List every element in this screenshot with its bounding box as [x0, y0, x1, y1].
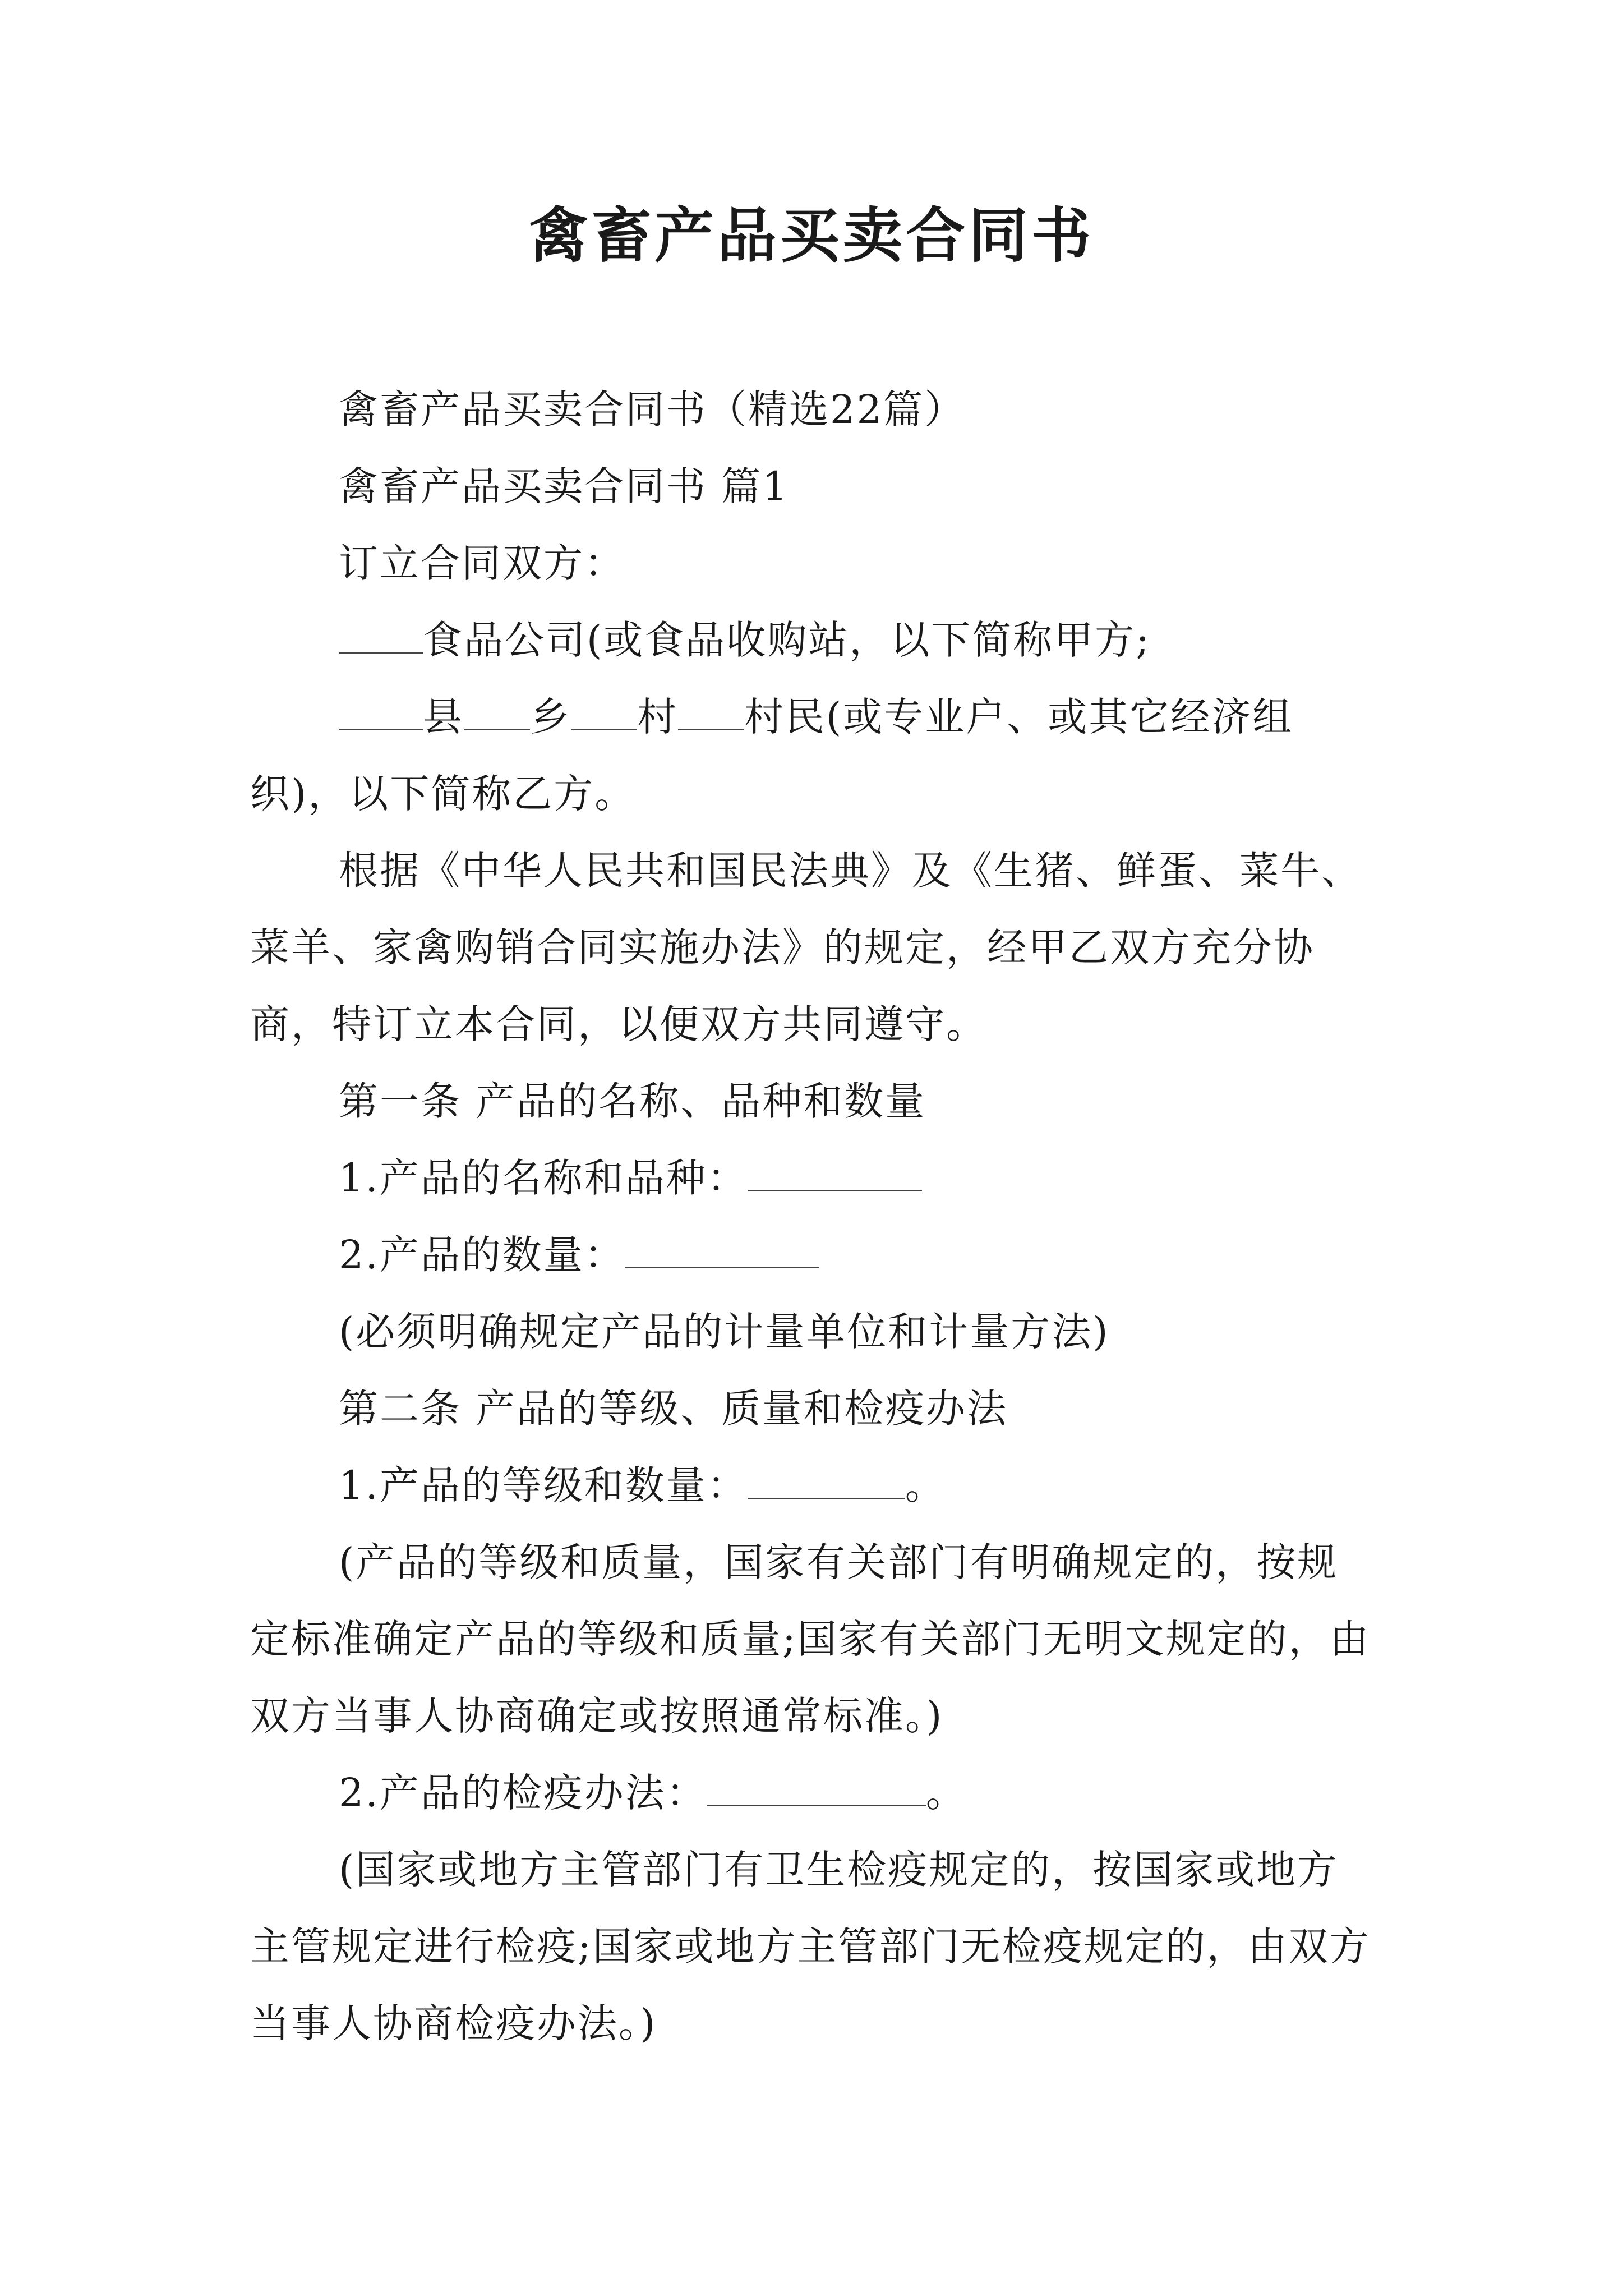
blank-underline: [339, 613, 423, 654]
product-quantity-label: 2.产品的数量：: [339, 1232, 625, 1278]
paragraph-article-2: 第二条 产品的等级、质量和检疫办法: [339, 1386, 1008, 1432]
paragraph-party-b: [250, 679, 1377, 832]
product-name-label: 1.产品的名称和品种：: [339, 1155, 748, 1201]
quarantine-end: 。: [925, 1770, 967, 1816]
blank-underline: [748, 1458, 905, 1499]
paragraph-quarantine-note: (国家或地方主管部门有卫生检疫规定的，按国家或地方主管规定进行检疫;国家或地方主管部门无检疫规定的，由双方当事人协商检疫办法。): [250, 1847, 1371, 2046]
paragraph-subtitle: 禽畜产品买卖合同书（精选22篇）: [339, 386, 966, 432]
document-body: [250, 371, 1377, 2062]
blank-underline: [571, 690, 637, 730]
blank-underline: [748, 1151, 922, 1191]
quarantine-label: 2.产品的检疫办法：: [339, 1770, 707, 1816]
paragraph-article-1: 第一条 产品的名称、品种和数量: [339, 1078, 926, 1124]
paragraph-article-heading: 禽畜产品买卖合同书 篇1: [339, 463, 789, 509]
blank-underline: [464, 690, 530, 730]
grade-quantity-label: 1.产品的等级和数量：: [339, 1462, 748, 1508]
document-title: 禽畜产品买卖合同书: [529, 200, 1094, 270]
blank-underline: [339, 690, 423, 730]
county-label: 县: [423, 694, 464, 740]
village-label: 村: [637, 694, 678, 740]
blank-underline: [707, 1766, 926, 1806]
grade-quantity-end: 。: [905, 1462, 946, 1508]
township-label: 乡: [530, 694, 571, 740]
paragraph-product-quantity: [250, 1217, 1377, 1294]
party-a-text: 食品公司(或食品收购站，以下简称甲方;: [423, 617, 1151, 663]
paragraph-parties-heading: 订立合同双方：: [339, 540, 625, 586]
paragraph-grade-note: (产品的等级和质量，国家有关部门有明确规定的，按规定标准确定产品的等级和质量;国家有关部门无明文规定的，由双方当事人协商确定或按照通常标准。): [250, 1539, 1371, 1739]
paragraph-product-name: [250, 1140, 1377, 1217]
paragraph-party-a: [250, 602, 1377, 679]
paragraph-quantity-note: (必须明确规定产品的计量单位和计量方法): [339, 1309, 1110, 1355]
paragraph-grade-quantity: [250, 1447, 1377, 1524]
blank-underline: [678, 690, 744, 730]
paragraph-quarantine: [250, 1755, 1377, 1832]
party-b-text: 村民(或专业户、或其它经济组织)，以下简称乙方。: [250, 694, 1294, 817]
blank-underline: [625, 1228, 819, 1268]
paragraph-preamble: 根据《中华人民共和国民法典》及《生猪、鲜蛋、菜牛、菜羊、家禽购销合同实施办法》的规定，经甲乙双方充分协商，特订立本合同，以便双方共同遵守。: [250, 848, 1362, 1047]
